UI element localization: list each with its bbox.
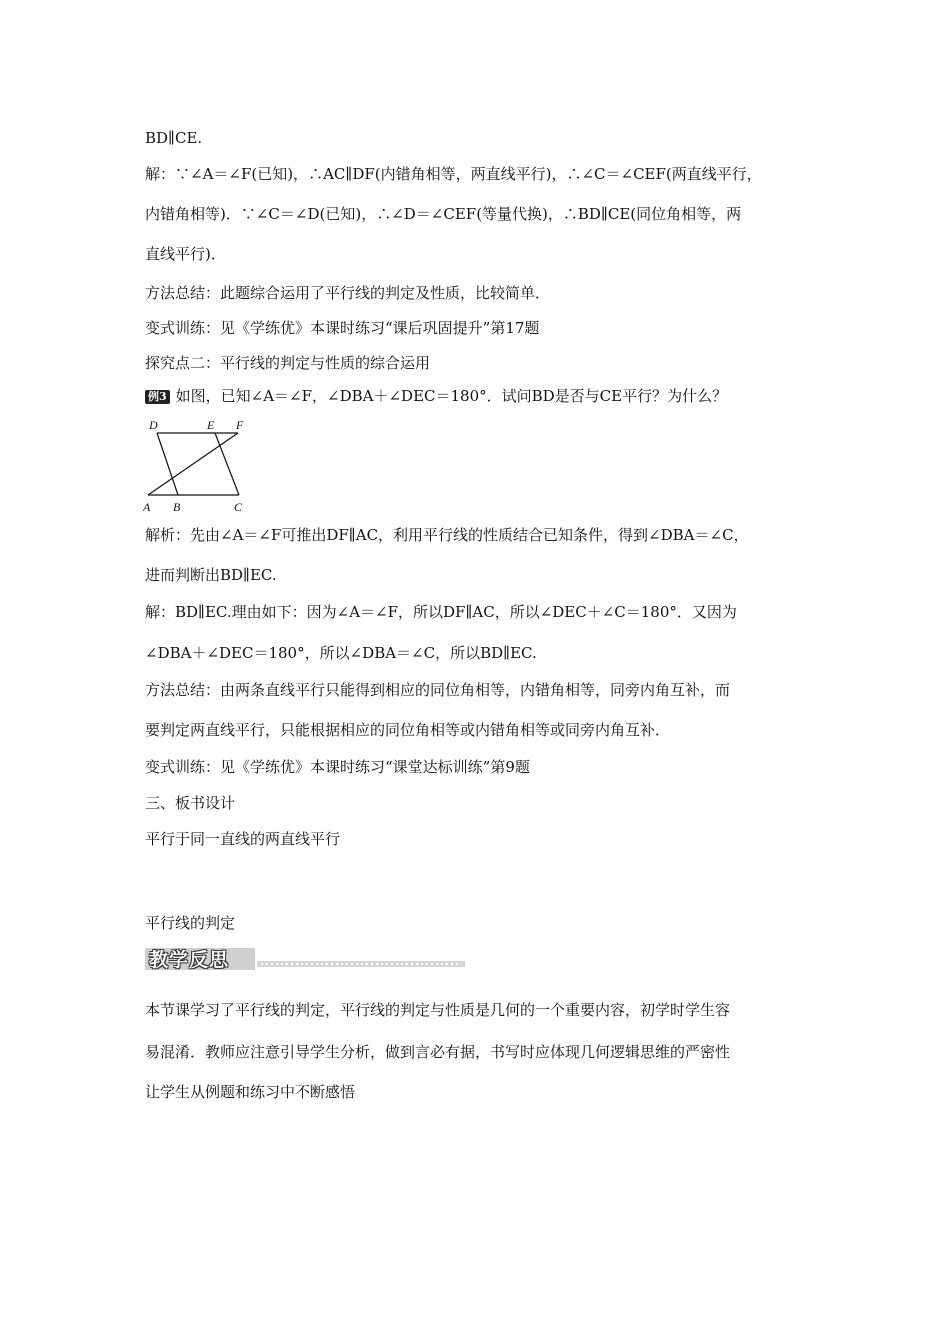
rule-dot (416, 963, 418, 965)
reflection-line: 本节课学习了平行线的判定，平行线的判定与性质是几何的一个重要内容，初学时学生容 (145, 1001, 731, 1019)
geometry-figure (143, 417, 253, 515)
example-line (145, 386, 727, 406)
rule-dot (361, 963, 363, 965)
text-line: ∠DBA＋∠DEC＝180°，所以∠DBA＝∠C，所以BD∥EC. (145, 644, 537, 662)
rule-dot (391, 963, 393, 965)
rule-dot (301, 963, 303, 965)
rule-dot (306, 963, 308, 965)
text-line: 解析：先由∠A＝∠F可推出DF∥AC，利用平行线的性质结合已知条件，得到∠DBA＝∠C， (145, 526, 749, 544)
text-line: 内错角相等)．∵∠C＝∠D(已知)，∴∠D＝∠CEF(等量代换)，∴BD∥CE(同位角相等，两 (145, 205, 742, 223)
rule-dot (441, 963, 443, 965)
rule-dot (371, 963, 373, 965)
rule-dot (421, 963, 423, 965)
rule-dot (351, 963, 353, 965)
text-line: 方法总结：此题综合运用了平行线的判定及性质，比较简单． (145, 284, 551, 302)
rule-dot (331, 963, 333, 965)
rule-dot (386, 963, 388, 965)
line-af (148, 433, 238, 495)
rule-dot (456, 963, 458, 965)
reflection-title: 教学反思 (149, 949, 230, 971)
rule-dot (376, 963, 378, 965)
board-line: 平行线的判定 (145, 914, 236, 932)
rule-dot (366, 963, 368, 965)
text-line: 探究点二：平行线的判定与性质的综合运用 (145, 354, 431, 372)
rule-dot (276, 963, 278, 965)
rule-dot (281, 963, 283, 965)
heading-dotted-rule (257, 961, 465, 967)
rule-dot (326, 963, 328, 965)
rule-dot (446, 963, 448, 965)
rule-dot (431, 963, 433, 965)
rule-dot (411, 963, 413, 965)
label-e: E (207, 418, 215, 432)
label-d: D (149, 418, 158, 432)
rule-dot (261, 963, 263, 965)
rule-dot (406, 963, 408, 965)
section-heading: 三、板书设计 (145, 794, 236, 812)
text-line: 解：∵∠A＝∠F(已知)，∴AC∥DF(内错角相等，两直线平行)，∴∠C＝∠CEF(两直线平行， (145, 165, 762, 183)
rule-dot (451, 963, 453, 965)
text-line: 直线平行)． (145, 245, 226, 263)
reflection-line: 让学生从例题和练习中不断感悟 (145, 1083, 356, 1101)
example-badge: 例3 (145, 390, 170, 404)
rule-dot (341, 963, 343, 965)
line-ec (215, 433, 239, 495)
label-f: F (236, 418, 244, 432)
rule-dot (436, 963, 438, 965)
text-line: 变式训练：见《学练优》本课时练习“课后巩固提升”第17题 (145, 319, 540, 337)
label-c: C (234, 500, 243, 514)
line-db (157, 433, 178, 495)
rule-dot (346, 963, 348, 965)
rule-dot (311, 963, 313, 965)
rule-dot (316, 963, 318, 965)
rule-dot (271, 963, 273, 965)
rule-dot (426, 963, 428, 965)
rule-dot (396, 963, 398, 965)
board-line: 平行于同一直线的两直线平行 (145, 830, 341, 848)
reflection-line: 易混淆．教师应注意引导学生分析，做到言必有据，书写时应体现几何逻辑思维的严密性 (145, 1043, 731, 1061)
rule-dot (266, 963, 268, 965)
rule-dot (291, 963, 293, 965)
text-line: 解：BD∥EC.理由如下：因为∠A＝∠F，所以DF∥AC，所以∠DEC＋∠C＝180°．又因为 (145, 603, 737, 621)
reflection-heading (145, 945, 465, 971)
text-line: BD∥CE. (145, 129, 203, 147)
text-line: 要判定两直线平行，只能根据相应的同位角相等或内错角相等或同旁内角互补． (145, 721, 671, 739)
rule-dot (321, 963, 323, 965)
text-line: 变式训练：见《学练优》本课时练习“课堂达标训练”第9题 (145, 758, 530, 776)
label-b: B (173, 500, 181, 514)
text-line: 方法总结：由两条直线平行只能得到相应的同位角相等，内错角相等，同旁内角互补，而 (145, 681, 731, 699)
rule-dot (296, 963, 298, 965)
rule-dot (356, 963, 358, 965)
rule-dot (401, 963, 403, 965)
text-line: 进而判断出BD∥EC. (145, 566, 277, 584)
rule-dot (381, 963, 383, 965)
example-text: 如图，已知∠A＝∠F，∠DBA＋∠DEC＝180°．试问BD是否与CE平行？为什么？ (175, 387, 728, 405)
rule-dot (336, 963, 338, 965)
rule-dot (286, 963, 288, 965)
label-a: A (143, 500, 151, 514)
